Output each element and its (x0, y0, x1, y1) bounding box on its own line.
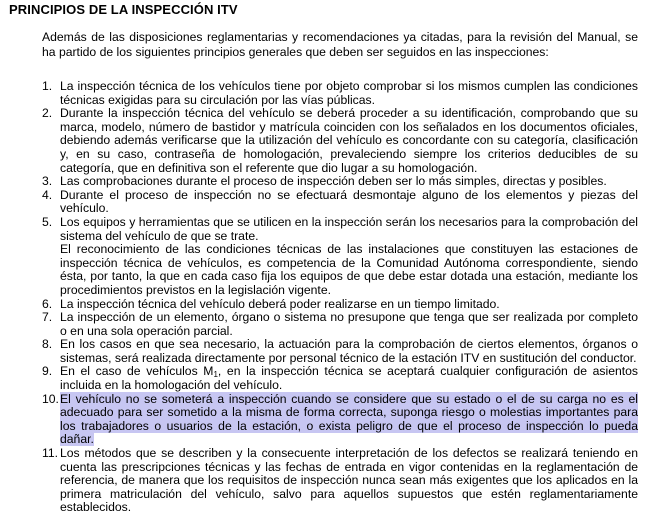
item-text (60, 393, 638, 447)
item-text: En los casos en que sea necesario, la actuación para la comprobación de ciertos elementos, órganos o sistemas, será realizada directamente por personal técnico de la estación ITV en sustitución del conductor. (60, 337, 638, 365)
list-item (0, 175, 654, 189)
item-number: 4. (42, 187, 53, 202)
item-text: Durante el proceso de inspección no se efectuará desmontaje alguno de los elementos y piezas del vehículo. (60, 187, 638, 216)
item-number: 10. (42, 391, 59, 406)
item-number: 8. (42, 337, 53, 352)
item-number: 6. (42, 296, 53, 311)
item-text: Los métodos que se describen y la consecuente interpretación de los defectos se realizará teniendo en cuenta las prescripciones técnicas y las fechas de entrada en vigor contenidas en la reglamentación de referencia, de manera que los requisitos de inspección nunca sean más exigentes que los aplicados en la primera matriculación del vehículo, salvo para aquellos supuestos que estén reglamentariamente establecidos. (60, 446, 638, 515)
item-subparagraph: El reconocimiento de las condiciones técnicas de las instalaciones que constituyen las estaciones de inspección técnica de vehículos, es competencia de la Comunidad Autónoma correspondiente, siendo ésta, por tanto, la que en cada caso fija los equipos de que debe estar dotada una estación, mediante los procedimientos previstos en la legislación vigente. (60, 242, 638, 297)
item-text: Las comprobaciones durante el proceso de inspección deben ser lo más simples, directas y posibles. (60, 174, 607, 189)
section-heading: PRINCIPIOS DE LA INSPECCIÓN ITV (9, 2, 238, 17)
list-item (0, 107, 654, 175)
list-item-highlighted (0, 393, 654, 447)
item-number: 11. (42, 446, 59, 461)
item-number: 9. (42, 364, 53, 379)
item-number: 2. (42, 106, 53, 121)
list-item (0, 216, 654, 298)
list-item (0, 338, 654, 365)
item-text-before: En el caso de vehículos M (60, 364, 214, 379)
item-number: 1. (42, 79, 53, 93)
list-item (0, 365, 654, 392)
item-text: La inspección técnica del vehículo deberá poder realizarse en un tiempo limitado. (60, 296, 500, 311)
item-text-after: , en la inspección técnica se aceptará cualquier configuración de asientos incluida en la homologación del vehículo. (60, 364, 639, 393)
principles-list (0, 80, 654, 515)
item-text: La inspección de un elemento, órgano o sistema no presupone que tenga que ser realizada por completo o en una sola operación parcial. (60, 310, 638, 338)
list-item (0, 298, 654, 312)
highlighted-text[interactable]: El vehículo no se someterá a inspección cuando se considere que su estado o el de su carga no es el adecuado para ser sometido a la misma de forma correcta, suponga riesgo o molestias importantes para los trabajadores o usuarios de la estación, o exista peligro de que el proceso de inspección lo pueda dañar. (60, 391, 638, 447)
list-item (0, 80, 654, 107)
intro-paragraph: Además de las disposiciones reglamentarias y recomendaciones ya citadas, para la revisión del Manual, se ha partido de los siguientes principios generales que deben ser seguidos en las inspecciones: (42, 30, 638, 59)
item-text: La inspección técnica de los vehículos tiene por objeto comprobar si los mismos cumplen las condiciones técnicas exigidas para su circulación por las vías públicas. (60, 79, 638, 107)
item-subscript: 1 (213, 370, 218, 380)
item-number: 7. (42, 310, 53, 325)
item-text: Los equipos y herramientas que se utilicen en la inspección serán los necesarios para la comprobación del sistema del vehículo de que se trate. (60, 214, 638, 243)
list-item (0, 311, 654, 338)
item-text (60, 365, 638, 392)
item-text: Durante la inspección técnica del vehículo se deberá proceder a su identificación, comprobando que su marca, modelo, número de bastidor y matrícula coinciden con los señalados en los documentos oficiales, debiendo además verificarse que la utilización del vehículo es concordante con su categoría, clasificación y, en su caso, contraseña de homologación, prevaleciendo siempre los criterios deducibles de su categoría, que en definitiva son el referente que dio lugar a su homologación. (60, 106, 638, 175)
item-number: 5. (42, 214, 53, 229)
list-item (0, 189, 654, 216)
item-number: 3. (42, 174, 53, 189)
list-item (0, 447, 654, 515)
